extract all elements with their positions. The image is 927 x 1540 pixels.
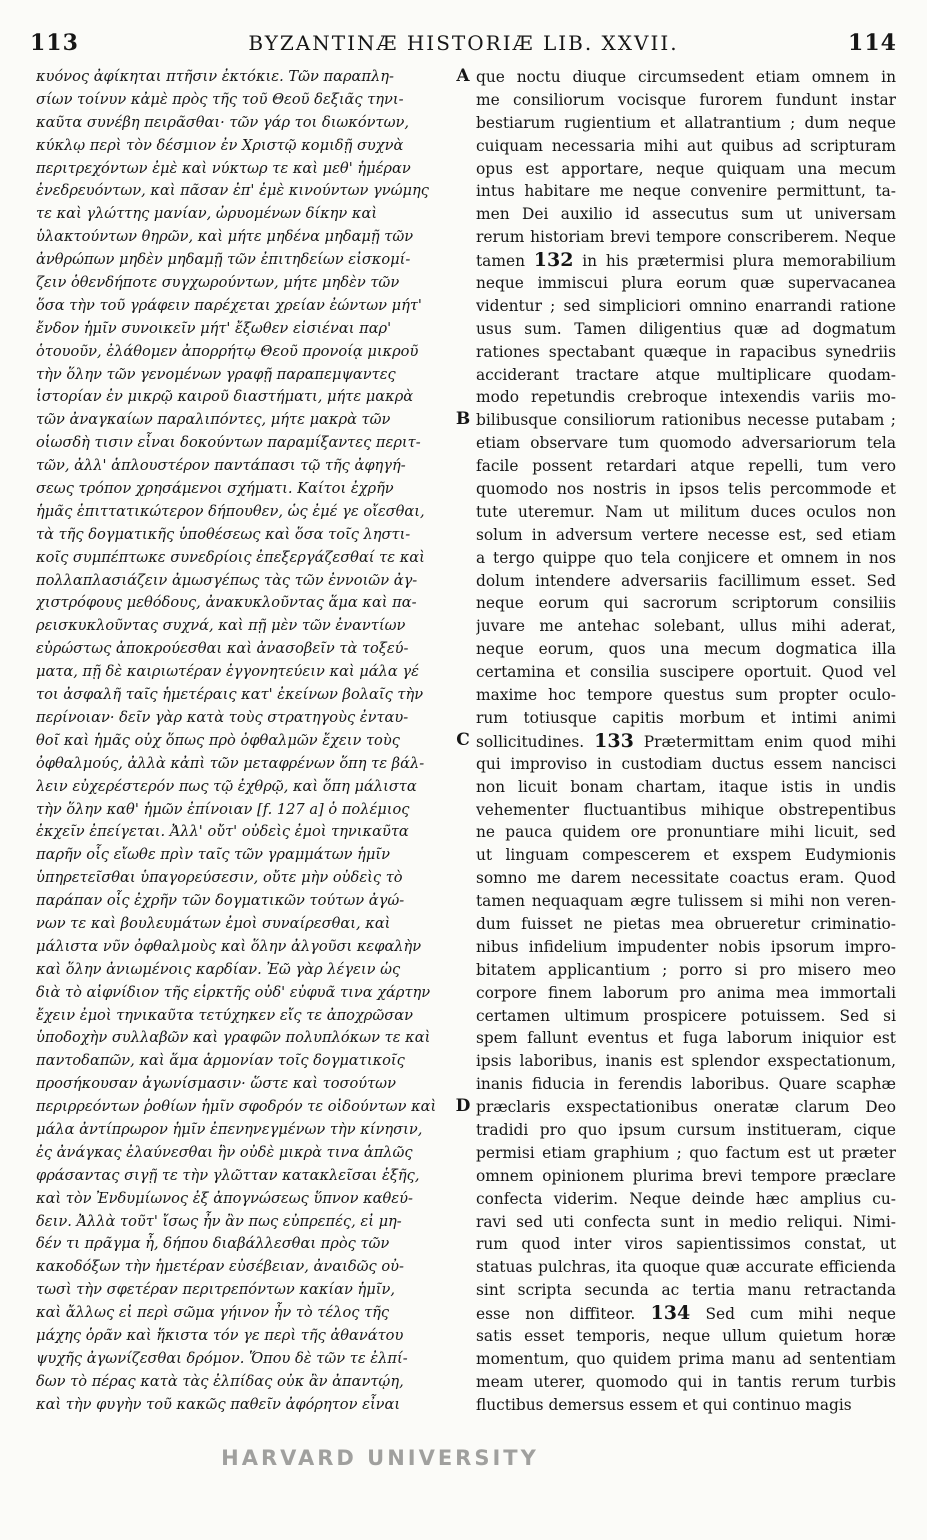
latin-text-line: quomodo nos nostris in ipsos telis percommode et bbox=[476, 480, 896, 499]
greek-text-line: τῶν ἀναγκαίων παραλιπόντες, μήτε μακρὰ τῶν bbox=[36, 411, 391, 429]
latin-text-line: confecta viderim. Neque deinde hæc amplius cu- bbox=[476, 1189, 896, 1208]
latin-text-line: opus est apportare, neque quiquam una mecum bbox=[476, 159, 896, 178]
latin-text-line: rum quod inter viros sapientissimos constat, ut bbox=[476, 1235, 896, 1254]
latin-text-line: satis esset temporis, neque ullum quietum horæ bbox=[476, 1326, 896, 1345]
greek-text-line: ὑπηρετεῖσθαι ὑπαγορεύσεσιν, οὔτε μὴν οὐδεὶς τὸ bbox=[36, 869, 403, 887]
latin-text-line: solum in adversum vertere necesse est, sed etiam bbox=[476, 525, 896, 544]
latin-text-line: tamen 132 in his prætermisi plura memorabilium bbox=[476, 249, 896, 272]
greek-text-line: ἱστορίαν ἐν μικρῷ καιροῦ διαστήματι, μήτε μακρὰ bbox=[36, 388, 414, 406]
latin-text-line: usus sum. Tamen diligentius quæ ad dogmatum bbox=[476, 319, 896, 338]
latin-text-line: sollicitudines. 133 Prætermittam enim quod mihi bbox=[476, 729, 896, 752]
greek-text-line: εὐρώστως ἀποκρούεσθαι καὶ ἀνασοβεῖν τὰ τοξεύ- bbox=[36, 640, 409, 658]
latin-text-line: tute uteremur. Nam ut militum duces oculos non bbox=[476, 502, 896, 521]
greek-text-line: καὶ ὅλην ἀνιωμένοις καρδίαν. Ἐῶ γὰρ λέγειν ὡς bbox=[36, 960, 401, 978]
greek-text-line: ρεισκυκλοῦντας συχνά, καὶ πῇ μὲν τῶν ἐναντίων bbox=[36, 617, 406, 635]
latin-text-line: statuas pulchras, ita quoque quæ accurate efficienda bbox=[476, 1258, 896, 1277]
greek-text-line: καὶ ἄλλως εἰ περὶ σῶμα γήινον ἦν τὸ τέλος τῆς bbox=[36, 1304, 390, 1322]
greek-text-line: φράσαντας σιγῇ τε τὴν γλῶτταν κατακλεῖσαι ἑξῆς, bbox=[36, 1166, 420, 1184]
greek-text-line: τε καὶ γλώττης μανίαν, ὠρυομένων δίκην καὶ bbox=[36, 205, 378, 223]
greek-text-line: ὀφθαλμούς, ἀλλὰ κἀπὶ τῶν μεταφρένων ὅπη τε βάλ- bbox=[36, 754, 425, 772]
greek-text-line: θοῖ καὶ ἡμᾶς οὐχ ὅπως πρὸ ὀφθαλμῶν ἔχειν τοὺς bbox=[36, 731, 400, 749]
latin-text-line: modo repetundis crebroque intexendis variis mo- bbox=[476, 388, 896, 407]
greek-text-line: ἡμᾶς ἐπιττατικώτερον δήπουθεν, ὡς ἐμέ γε οἴεσθαι, bbox=[36, 502, 425, 520]
greek-text-line: παράπαν οἷς ἐχρῆν τῶν δογματικῶν τούτων ἀγώ- bbox=[36, 892, 405, 910]
latin-text-line: somno me darem necessitate coactus eram. Quod bbox=[476, 869, 896, 888]
greek-text-line: κακοδόξων τὴν ἡμετέραν εὐσέβειαν, ἀναιδῶς οὐ- bbox=[36, 1258, 404, 1276]
latin-text-line: ravi sed uti confecta sunt in medio reliqui. Nimi- bbox=[476, 1212, 896, 1231]
latin-text-line: tamen nequaquam ægre tulissem si mihi non veren- bbox=[476, 892, 896, 911]
latin-text-line: bitatem applicantium ; porro si pro misero meo bbox=[476, 960, 896, 979]
latin-text-line: acciderant tractare atque multiplicare quodam- bbox=[476, 365, 896, 384]
latin-text-line: inanis fiducia in ferendis laboribus. Quare scaphæ bbox=[476, 1075, 896, 1094]
section-marker-b: B bbox=[455, 409, 471, 429]
greek-text-line: οἱωσδὴ τισιν εἶναι δοκούντων παραμίξαντες περιτ- bbox=[36, 434, 421, 452]
section-markers bbox=[452, 66, 474, 1446]
latin-text-line: rerum historiam brevi tempore conscriberem. Neque bbox=[476, 228, 896, 247]
greek-text-line: δέν τι πρᾶγμα ἦ, δήπου διαβάλλεσθαι πρὸς τῶν bbox=[36, 1235, 390, 1253]
latin-text-line: certamina et consilia suscipere oportuit. Quod vel bbox=[476, 663, 896, 682]
latin-text-line: rum totiusque capitis morbum et intimi animi bbox=[476, 708, 896, 727]
latin-text-line: corpore finem laborum pro anima mea immortali bbox=[476, 983, 896, 1002]
latin-text-line: omnem opinionem plurima brevi tempore præclare bbox=[476, 1166, 896, 1185]
greek-text-line: κυόνος ἀφίκηται πτῆσιν ἐκτόκιε. Τῶν παραπλη- bbox=[36, 68, 394, 85]
greek-text-line: παντοδαπῶν, καὶ ἅμα ἁρμονίαν τοῖς δογματικοῖς bbox=[36, 1052, 405, 1070]
page-header bbox=[30, 30, 897, 66]
latin-text-line: cuiquam necessaria mihi aut quibus ad scripturam bbox=[476, 136, 896, 155]
greek-text-line: δων τὸ πέρας κατὰ τὰς ἐλπίδας οὐκ ἂν ἀπαντῴη, bbox=[36, 1372, 404, 1390]
greek-text-line: προσήκουσαν ἀγωνίσμασιν· ὥστε καὶ τοσούτων bbox=[36, 1075, 396, 1093]
section-marker-d: D bbox=[455, 1096, 471, 1116]
greek-text-line: ἐκχεῖν ἐπείγεται. Ἀλλ' οὔτ' οὐδεὶς ἐμοὶ τηνικαῦτα bbox=[36, 823, 409, 841]
greek-text-line: ἀνθρώπων μηδὲν μηδαμῇ τῶν ἐπιτηδείων εἰσκομί- bbox=[36, 251, 411, 269]
section-marker-c: C bbox=[456, 730, 470, 750]
latin-text-line: non licuit bonam chartam, itaque istis in undis bbox=[476, 777, 896, 796]
greek-text-line: ψυχῆς ἀγωνίζεσθαι δρόμον. Ὅπου δὲ τῶν τε ἐλπί- bbox=[36, 1349, 408, 1367]
greek-text-line: μάλα ἀντίπρωρον ἡμῖν ἐπενηνεγμένων τὴν κίνησιν, bbox=[36, 1120, 423, 1138]
greek-text-line: τὴν ὅλην καθ' ἡμῶν ἐπίνοιαν [f. 127 a] ὁ πολέμιος bbox=[36, 800, 410, 818]
latin-text-line: certamen ultimum prospicere potuissem. Sed si bbox=[476, 1006, 896, 1025]
latin-text-line: præclaris exspectationibus oneratæ clarum Deo bbox=[476, 1098, 896, 1117]
latin-text-line: neque immiscui plura eorum quæ supervacanea bbox=[476, 274, 896, 293]
greek-text-line: περίνοιαν· δεῖν γὰρ κατὰ τοὺς στρατηγοὺς ἐνταυ- bbox=[36, 708, 409, 726]
latin-text-line: bilibusque consiliorum rationibus necesse putabam ; bbox=[476, 411, 896, 430]
greek-text-line: μάχης ὁρᾶν καὶ ἥκιστα τόν γε περὶ τῆς ἀθανάτου bbox=[36, 1326, 404, 1344]
latin-text-line: men Dei auxilio id assecutus sum ut universam bbox=[476, 205, 896, 224]
greek-text-line: τὴν ὅλην τῶν γενομένων γραφῇ παραπεμψαντες bbox=[36, 365, 396, 383]
latin-text-line: a tergo quippe quo tela conjicere et omnem in nos bbox=[476, 548, 896, 567]
page-number-left: 113 bbox=[30, 30, 79, 56]
greek-text-line: χιστρόφους μεθόδους, ἀνακυκλοῦντας ἅμα καὶ πα- bbox=[36, 594, 417, 612]
latin-text-line: neque eorum qui sacrorum scriptorum consiliis bbox=[476, 594, 896, 613]
latin-text-line: facile possent retardari atque repelli, tum vero bbox=[476, 457, 896, 476]
greek-text-line: παρῆν οἷς εἴωθε πρὶν ταῖς τῶν γραμμάτων ἡμῖν bbox=[36, 846, 390, 864]
greek-text-line: λειν εὐχερέστερόν πως τῷ ἐχθρῷ, καὶ ὅπη μάλιστα bbox=[36, 777, 417, 795]
latin-text-line: rationes spectabant quæque in rapacibus synedriis bbox=[476, 342, 896, 361]
greek-text-line: τῶν, ἀλλ' ἁπλουστέρον παντάπασι τῷ τῆς ἀφηγή- bbox=[36, 457, 406, 475]
section-marker-a: A bbox=[456, 66, 470, 86]
greek-text-line: καῦτα συνέβη πειρᾶσθαι· τῶν γάρ τοι διωκόντων, bbox=[36, 113, 410, 131]
greek-text-line: ἔνδον ἡμῖν συνοικεῖν μήτ' ἔξωθεν εἰσιέναι παρ' bbox=[36, 319, 392, 337]
page-number-right: 114 bbox=[848, 30, 897, 56]
latin-text-line: me consiliorum vocisque furorem fundunt instar bbox=[476, 90, 896, 109]
greek-text-line: ἐς ἀνάγκας ἐλαύνεσθαι ἣν οὐδὲ μικρὰ τινα ἁπλῶς bbox=[36, 1143, 413, 1161]
latin-text-line: intus habitare me neque convenire permittunt, ta- bbox=[476, 182, 896, 201]
latin-text-line: maxime hoc tempore questus sum propter oculo- bbox=[476, 686, 896, 705]
greek-text-line: τωσὶ τὴν σφετέραν περιτρεπόντων κακίαν ἡμῖν, bbox=[36, 1281, 395, 1299]
latin-text-line: esse non diffiteor. 134 Sed cum mihi neque bbox=[476, 1302, 896, 1325]
latin-text-line: vehementer fluctuantibus mihique obstrepentibus bbox=[476, 800, 896, 819]
greek-text-line: ὑλακτούντων θηρῶν, καὶ μήτε μηδένα μηδαμῇ τῶν bbox=[36, 228, 414, 246]
greek-text-line: καὶ τὴν φυγὴν τοῦ κακῶς παθεῖν ἀφόρητον εἶναι bbox=[36, 1395, 401, 1413]
latin-text-line: sint scripta secunda ac tertia manu retractanda bbox=[476, 1281, 896, 1300]
latin-text-line: tradidi pro quo ipsum cursum institueram, cique bbox=[476, 1120, 896, 1139]
greek-text-column bbox=[36, 66, 454, 1417]
greek-text-line: ζειν ὁθενδήποτε συγχωρούντων, μήτε μηδὲν τῶν bbox=[36, 274, 400, 292]
greek-text-line: καὶ τὸν Ἐνδυμίωνος ἐξ ἀπογνώσεως ὕπνον καθεύ- bbox=[36, 1189, 413, 1207]
latin-text-line: videntur ; sed simpliciori omnino enarrandi ratione bbox=[476, 296, 896, 315]
latin-text-line: spem fallunt eventus et fuga laborum iniquior est bbox=[476, 1029, 896, 1048]
latin-text-line: ne pauca quidem ore pronuntiare mihi licuit, sed bbox=[476, 823, 896, 842]
latin-text-line: momentum, quo quidem prima manu ad sententiam bbox=[476, 1349, 896, 1368]
greek-text-line: ὑποδοχὴν συλλαβῶν καὶ γραφῶν πολυπλόκων τε καὶ bbox=[36, 1029, 431, 1047]
greek-text-line: κοῖς συμπέπτωκε συνεδρίοις ἐπεξεργάζεσθαί τε καὶ bbox=[36, 548, 425, 566]
latin-text-line: fluctibus demersus essem et qui continuo magis bbox=[476, 1395, 852, 1414]
greek-text-line: σεως τρόπον χρησάμενοι σχήματι. Καίτοι ἐχρῆν bbox=[36, 480, 394, 498]
greek-text-line: περιτρεχόντων ἐμὲ καὶ νύκτωρ τε καὶ μεθ' ἡμέραν bbox=[36, 159, 411, 177]
latin-text-line: nibus infidelium impudenter nobis ipsorum impro- bbox=[476, 937, 896, 956]
latin-text-line: qui improviso in custodiam ductus essem nancisci bbox=[476, 754, 896, 773]
latin-text-line: ipsis laboribus, inanis est splendor exspectationum, bbox=[476, 1052, 896, 1071]
greek-text-line: ὅσα τὴν τοῦ γράφειν παρέχεται χρείαν ἐώντων μήτ' bbox=[36, 296, 422, 314]
greek-text-line: ἐνεδρευόντων, καὶ πᾶσαν ἐπ' ἐμὲ κινούντων γνώμης bbox=[36, 182, 429, 200]
latin-text-line: bestiarum rugientium et allatrantium ; dum neque bbox=[476, 113, 896, 132]
latin-text-line: ut linguam compescerem et exspem Eudymionis bbox=[476, 846, 896, 865]
greek-text-line: ἔχειν ἐμοὶ τηνικαῦτα τετύχηκεν εἴς τε ἀποχρῶσαν bbox=[36, 1006, 413, 1024]
greek-text-line: πολλαπλασιάζειν ἀμωσγέπως τὰς τῶν ἐννοιῶν ἀγ- bbox=[36, 571, 418, 589]
greek-text-line: ὁτουοῦν, ἐλάθομεν ἀπορρήτῳ Θεοῦ προνοίᾳ μικροῦ bbox=[36, 342, 419, 360]
latin-text-column bbox=[476, 66, 896, 1417]
greek-text-line: νων τε καὶ βουλευμάτων ἐμοὶ συναίρεσθαι, καὶ bbox=[36, 914, 391, 932]
greek-text-line: κύκλῳ περὶ τὸν δέσμιον ἐν Χριστῷ κομιδῇ συχνὰ bbox=[36, 136, 404, 154]
latin-text-line: meam uterer, quomodo qui in tantis rerum turbis bbox=[476, 1372, 896, 1391]
greek-text-line: δειν. Ἀλλὰ τοῦτ' ἴσως ἦν ἂν πως εὐπρεπές, εἰ μη- bbox=[36, 1212, 402, 1230]
greek-text-line: περιρρεόντων ῥοθίων ἡμῖν σφοδρόν τε οἰδούντων καὶ bbox=[36, 1098, 437, 1116]
greek-text-line: σίων τοίνυν κἀμὲ πρὸς τῆς τοῦ Θεοῦ δεξιᾶς τηνι- bbox=[36, 90, 404, 108]
greek-text-line: μάλιστα νῦν ὀφθαλμοὺς καὶ ὅλην ἀλγοῦσι κεφαλὴν bbox=[36, 937, 422, 955]
section-number: 132 bbox=[533, 249, 574, 272]
section-number: 133 bbox=[594, 729, 634, 752]
latin-text-line: etiam observare tum quomodo adversariorum tela bbox=[476, 434, 896, 453]
greek-text-line: διὰ τὸ αἰφνίδιον τῆς εἱρκτῆς οὐδ' εὐφυᾶ τινα χάρτην bbox=[36, 983, 431, 1001]
greek-text-line: τὰ τῆς δογματικῆς ὑποθέσεως καὶ ὅσα τοῖς ληστι- bbox=[36, 525, 411, 543]
library-stamp: HARVARD UNIVERSITY bbox=[221, 1446, 539, 1470]
greek-text-line: ματα, πῇ δὲ καιριωτέραν ἐγγονητεύειν καὶ μάλα γέ bbox=[36, 663, 419, 681]
greek-text-line: τοι ἀσφαλῆ ταῖς ἡμετέραις κατ' ἐκείνων βολαῖς τὴν bbox=[36, 686, 424, 704]
section-number: 134 bbox=[650, 1302, 691, 1325]
latin-text-line: juvare me antehac solebant, ullus mihi aderat, bbox=[476, 617, 896, 636]
running-title: BYZANTINÆ HISTORIÆ LIB. XXVII. bbox=[248, 31, 679, 55]
latin-text-line: permisi etiam graphium ; quo factum est ut præter bbox=[476, 1143, 896, 1162]
latin-text-line: dolum intendere adversariis facillimum esset. Sed bbox=[476, 571, 896, 590]
latin-text-line: dum fuisset ne pietas mea obrueretur criminatio- bbox=[476, 914, 896, 933]
latin-text-line: que noctu diuque circumsedent etiam omnem in bbox=[476, 68, 896, 86]
latin-text-line: neque eorum, quos una mecum dogmatica illa bbox=[476, 640, 896, 659]
